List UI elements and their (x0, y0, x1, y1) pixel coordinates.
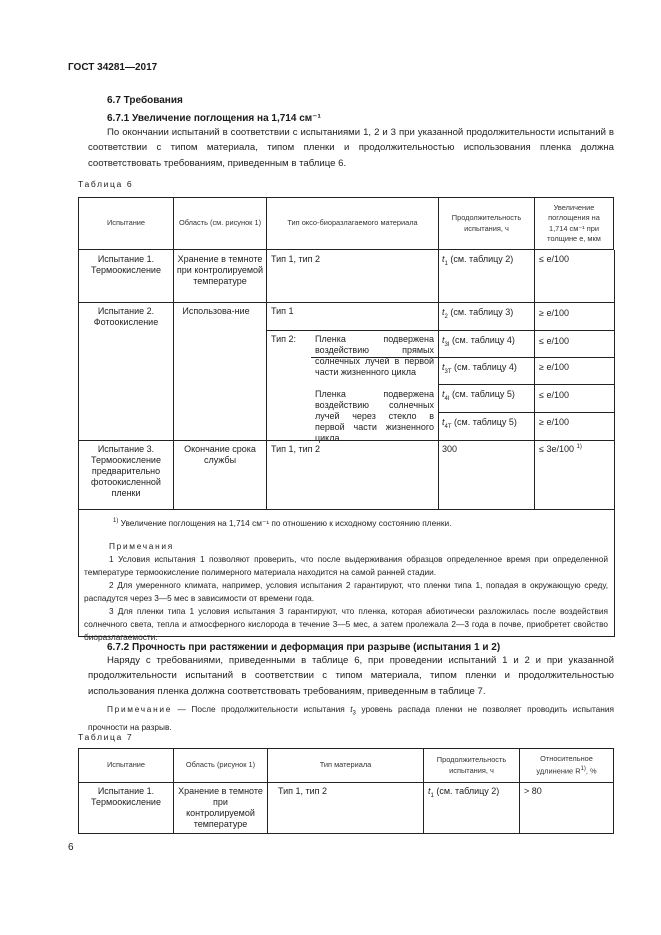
table-6-r2-sub-a1-duration: $t_{3I}$ (см. таблицу 4) (442, 335, 515, 348)
table-6-note-1: 1 Условия испытания 1 позволяют проверить, что после выдерживания образцов определенное время при определенной температуре термоокисление полимерного материала находится на самой ранней стадии. (84, 554, 608, 577)
table-6-r2-sub-b2-value: ≥ e/100 (539, 417, 569, 427)
table-6 (78, 197, 614, 250)
table-6-r1-type: Тип 1, тип 2 (271, 254, 321, 264)
table-7-header-area: Область (рисунок 1) (174, 749, 268, 783)
table-6-r2-sub-b2-duration: $t_{4T}$ (см. таблицу 5) (442, 417, 517, 430)
table-6-note-2: 2 Для умеренного климата, например, условия испытания 2 гарантируют, что пленки типа 1, попадая в окружающую среду, распадутся через 3—5 мес в зависимости от времени года. (84, 580, 608, 603)
table-6-r2-type1-duration: $t_2$ (см. таблицу 3) (442, 307, 514, 320)
table-6-header-row (79, 198, 614, 250)
table-6-r2-type1-value: ≥ e/100 (539, 308, 569, 318)
table-7-r1-duration: $t_1$ (см. таблицу 2) (424, 783, 520, 834)
table-6-r3-area: Окончание срока службы (184, 444, 256, 465)
table-7-caption: Таблица 7 (78, 732, 134, 742)
table-6-r1-duration: $t_1$ (см. таблицу 2) (442, 254, 514, 267)
table-6-r1-area: Хранение в темноте при контролируемой температуре (176, 254, 264, 286)
table-6-r3-test: Испытание 3. Термоокисление предварительно фотоокисленной пленки (91, 444, 161, 498)
table-6-r2-sub-a1-value: ≤ e/100 (539, 336, 569, 346)
table-6-header-absorption: Увеличение поглощения на 1,714 см⁻¹ при толщине e, мкм (535, 198, 614, 250)
table-6-header-duration: Продолжительность испытания, ч (439, 198, 535, 250)
table-6-caption: Таблица 6 (78, 179, 134, 189)
section-6-7-2-note: Примечание — После продолжительности испытания $t_3$ уровень распада пленки не позволяет проводить испытания прочности на разрыв. (88, 704, 614, 732)
section-6-7-2-title: 6.7.2 Прочность при растяжении и деформация при разрыве (испытания 1 и 2) (107, 642, 501, 653)
table-6-frame (78, 197, 613, 642)
table-7-header-elongation: Относительное удлинение $R^{1)}$, % (520, 749, 614, 783)
table-6-r2-area: Использова-ние (182, 306, 250, 316)
table-6-footnote: $^{1)}$ Увеличение поглощения на 1,714 см⁻¹ по отношению к исходному состоянию пленки. (113, 517, 452, 528)
table-6-r2-sub-a2-duration: $t_{3T}$ (см. таблицу 4) (442, 362, 517, 375)
table-6-r2-sub-b1-duration: $t_{4I}$ (см. таблицу 5) (442, 389, 515, 402)
table-6-r2-sub-a2-value: ≥ e/100 (539, 362, 569, 372)
table-6-r1-test: Испытание 1. Термоокисление (91, 254, 161, 275)
table-6-body (78, 250, 615, 510)
table-7-frame (78, 748, 613, 834)
table-6-r2-sub-a-desc: Пленка подвержена воздействию прямых солнечных лучей в первой части жизненного цикла (315, 334, 434, 377)
table-6-notes-block (78, 510, 615, 642)
table-6-notes-title: Примечания (109, 541, 174, 551)
section-6-7-title: 6.7 Требования (107, 95, 183, 106)
table-6-note-3: 3 Для пленки типа 1 условия испытания 3 гарантируют, что пленка, которая абиотически разложилась после воздействия солнечного света, тепла и атмосферного кислорода в течение 3—5 мес, а затем пролежала 2—3 года в почве, приобретет свойство биоразлагаемости. (84, 606, 608, 642)
table-7-r1-test: Испытание 1. Термоокисление (79, 783, 174, 834)
table-7 (78, 748, 614, 834)
table-7-header-duration: Продолжительность испытания, ч (424, 749, 520, 783)
section-6-7-1-title: 6.7.1 Увеличение поглощения на 1,714 см⁻¹ (107, 113, 321, 124)
table-7-header-material: Тип материала (268, 749, 424, 783)
document-header: ГОСТ 34281—2017 (68, 62, 158, 73)
table-6-r1-value: ≤ e/100 (539, 254, 569, 264)
table-7-r1-type: Тип 1, тип 2 (268, 783, 424, 834)
table-6-r3-duration: 300 (442, 444, 458, 454)
table-6-r3-type: Тип 1, тип 2 (271, 444, 321, 454)
table-6-r2-sub-b-desc: Пленка подвержена воздействию солнечных лучей через стекло в первой части жизненного цикла (315, 389, 434, 443)
table-6-header-material: Тип оксо-биоразлагаемого материала (267, 198, 439, 250)
table-6-r2-type2-label: Тип 2: (271, 334, 297, 344)
table-6-header-test: Испытание (79, 198, 174, 250)
section-6-7-1-paragraph: По окончании испытаний в соответствии с испытаниями 1, 2 и 3 при указанной продолжительности испытаний в соответствии с типом материала, типом пленки и продолжительностью использования пленка должна соответствовать требованиям, приведенным в таблице 6. (88, 127, 614, 169)
table-7-r1-value: > 80 (520, 783, 614, 834)
section-6-7-2-paragraph: Наряду с требованиями, приведенными в таблице 6, при проведении испытаний 1 и 2 и при указанной продолжительности испытаний в соответствии с типом материала, типом пленки и продолжительностью использования пленка должна соответствовать требованиям, приведенным в таблице 7. (88, 655, 614, 697)
table-7-header-test: Испытание (79, 749, 174, 783)
table-6-r2-type1: Тип 1 (271, 306, 294, 316)
table-6-header-area: Область (см. рисунок 1) (174, 198, 267, 250)
table-row (79, 783, 614, 834)
table-6-r2-sub-b1-value: ≤ e/100 (539, 390, 569, 400)
table-7-r1-area: Хранение в темноте при контролируемой температуре (174, 783, 268, 834)
page-number: 6 (68, 842, 74, 853)
table-6-r2-test: Испытание 2. Фотоокисление (93, 306, 159, 327)
table-6-r3-value: ≤ 3e/100 $^{1)}$ (539, 444, 582, 454)
table-7-header-row (79, 749, 614, 783)
